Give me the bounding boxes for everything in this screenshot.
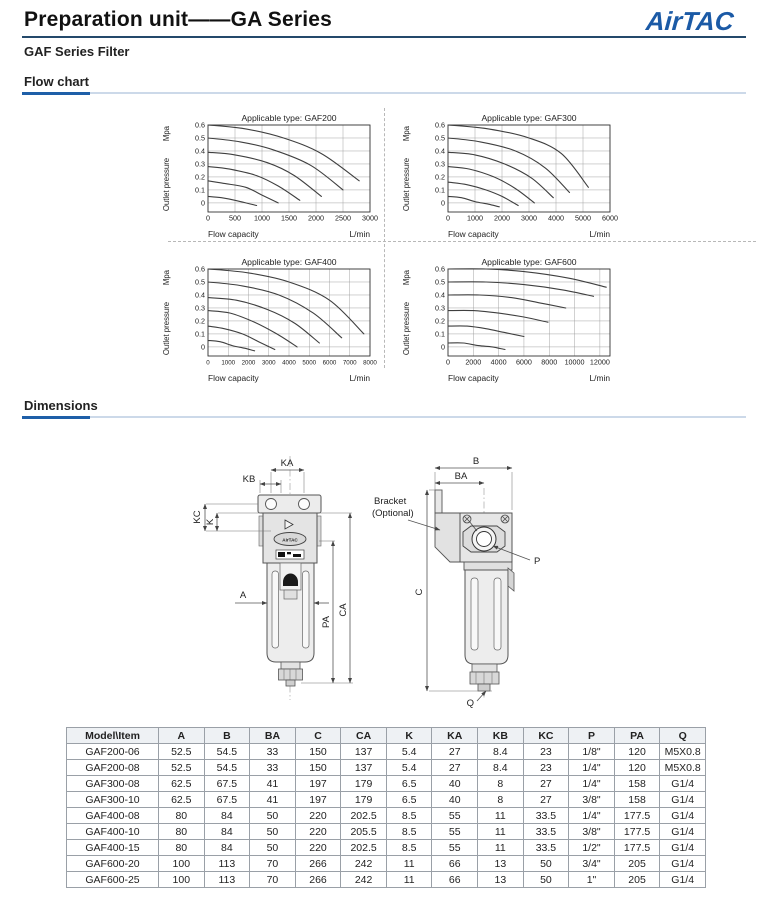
flow-curve (448, 182, 518, 205)
bracket-plate (435, 513, 460, 562)
table-cell: 8.5 (386, 808, 432, 824)
table-cell: 55 (432, 824, 478, 840)
table-cell: 120 (614, 760, 660, 776)
y-tick-label: 0.5 (195, 133, 205, 143)
y-tick-label: 0.5 (195, 277, 205, 287)
y-tick-label: 0.6 (195, 264, 205, 274)
dim-label-ca: CA (338, 603, 349, 617)
y-axis-label: Outlet pressure (162, 157, 171, 212)
x-axis-label: Flow capacity (448, 229, 499, 239)
y-axis-label: Outlet pressure (162, 301, 171, 356)
table-cell: G1/4 (660, 776, 706, 792)
table-cell: 13 (478, 856, 524, 872)
x-axis-label: Flow capacity (448, 373, 499, 383)
dim-label-q: Q (466, 698, 474, 709)
table-cell: 55 (432, 808, 478, 824)
y-tick-label: 0 (201, 198, 205, 208)
table-cell: GAF300-10 (67, 792, 159, 808)
table-cell: 23 (523, 744, 569, 760)
table-cell: 33.5 (523, 840, 569, 856)
table-cell: 8.5 (386, 840, 432, 856)
x-axis-unit: L/min (589, 229, 610, 239)
y-tick-label: 0.5 (435, 277, 445, 287)
x-tick-label: 8000 (363, 359, 377, 367)
table-row (67, 872, 706, 888)
column-header: KA (432, 728, 478, 744)
table-cell: 205 (614, 856, 660, 872)
y-tick-label: 0.2 (195, 316, 205, 326)
table-cell: 27 (432, 744, 478, 760)
dim-label-kb: KB (242, 474, 256, 485)
table-cell: 40 (432, 776, 478, 792)
flow-curve (208, 298, 319, 343)
flow-chart-gaf400 (162, 256, 378, 384)
x-tick-label: 2000 (308, 213, 324, 223)
x-tick-label: 2000 (465, 357, 482, 367)
table-cell: 8.4 (478, 760, 524, 776)
spec-table-head (67, 728, 706, 744)
table-cell: 50 (523, 856, 569, 872)
column-header: PA (614, 728, 660, 744)
table-cell: 80 (159, 808, 205, 824)
table-cell: GAF400-15 (67, 840, 159, 856)
sight-base (284, 590, 297, 599)
x-tick-label: 12000 (589, 357, 610, 367)
table-cell: G1/4 (660, 840, 706, 856)
airtac-logo: AirTAC (644, 6, 735, 36)
x-tick-label: 7000 (342, 359, 357, 367)
table-row (67, 808, 706, 824)
x-tick-label: 1000 (221, 359, 236, 367)
drain-knob (470, 672, 499, 684)
spec-table (66, 727, 706, 888)
table-cell: 50 (523, 872, 569, 888)
dim-label-ka: KA (280, 458, 294, 469)
table-cell: G1/4 (660, 808, 706, 824)
y-tick-label: 0.2 (435, 172, 445, 182)
section-heading-dimensions: Dimensions (24, 398, 98, 413)
table-cell: M5X0.8 (660, 744, 706, 760)
y-tick-label: 0.2 (435, 316, 445, 326)
x-tick-label: 8000 (541, 357, 558, 367)
table-cell: 27 (523, 776, 569, 792)
x-tick-label: 0 (446, 213, 450, 223)
column-header: C (295, 728, 341, 744)
table-cell: 8 (478, 792, 524, 808)
table-cell: 11 (478, 824, 524, 840)
table-cell: 1" (569, 872, 615, 888)
column-header: B (204, 728, 250, 744)
table-cell: 242 (341, 872, 387, 888)
table-cell: 1/4" (569, 776, 615, 792)
table-cell: 50 (250, 840, 296, 856)
column-header: Q (660, 728, 706, 744)
table-row (67, 856, 706, 872)
table-cell: 220 (295, 824, 341, 840)
y-tick-label: 0.4 (435, 146, 445, 156)
table-cell: 266 (295, 872, 341, 888)
table-cell: 150 (295, 760, 341, 776)
bracket-note-line2: (Optional) (372, 508, 414, 519)
table-row (67, 792, 706, 808)
table-cell: 41 (250, 792, 296, 808)
flow-curve (448, 282, 594, 296)
y-tick-label: 0.2 (195, 172, 205, 182)
table-cell: 62.5 (159, 776, 205, 792)
table-cell: 158 (614, 776, 660, 792)
x-tick-label: 10000 (564, 357, 585, 367)
y-axis-label: Outlet pressure (402, 157, 411, 212)
chart-title: Applicable type: GAF400 (241, 257, 337, 267)
y-tick-label: 0.1 (195, 185, 205, 195)
body-ear (317, 516, 321, 546)
table-cell: 66 (432, 872, 478, 888)
table-header-row (67, 728, 706, 744)
column-header: A (159, 728, 205, 744)
column-header: KB (478, 728, 524, 744)
y-tick-label: 0.3 (435, 159, 445, 169)
table-cell: GAF600-25 (67, 872, 159, 888)
table-cell: 66 (432, 856, 478, 872)
dim-label-ba: BA (454, 471, 468, 482)
table-cell: 3/8" (569, 824, 615, 840)
flow-curve (448, 326, 524, 337)
table-cell: 1/4" (569, 808, 615, 824)
table-cell: 100 (159, 856, 205, 872)
chart-divider-horizontal (168, 241, 756, 242)
chart-title: Applicable type: GAF600 (481, 257, 577, 267)
table-cell: 177.5 (614, 808, 660, 824)
bowl-slot (471, 578, 478, 650)
y-axis-unit: Mpa (402, 126, 411, 142)
column-header: P (569, 728, 615, 744)
flow-curve (448, 196, 499, 206)
x-tick-label: 4000 (282, 359, 296, 367)
table-cell: 179 (341, 792, 387, 808)
table-cell: GAF300-08 (67, 776, 159, 792)
dimension-drawing-front-view (183, 450, 368, 710)
table-cell: 33.5 (523, 808, 569, 824)
dim-label-c: C (414, 588, 425, 596)
x-tick-label: 4000 (490, 357, 507, 367)
table-cell: 41 (250, 776, 296, 792)
flow-curve (208, 196, 257, 205)
chart-title: Applicable type: GAF200 (241, 113, 337, 123)
column-header: Model\Item (67, 728, 159, 744)
table-cell: 197 (295, 776, 341, 792)
x-tick-label: 5000 (575, 213, 591, 223)
y-tick-label: 0.3 (435, 303, 445, 313)
y-axis-unit: Mpa (402, 270, 411, 286)
flow-chart-rule-accent (22, 92, 90, 95)
table-cell: 33 (250, 760, 296, 776)
table-cell: 113 (204, 872, 250, 888)
column-header: K (386, 728, 432, 744)
port-inner (477, 532, 492, 547)
chart-divider-vertical (384, 108, 385, 368)
x-tick-label: 3000 (521, 213, 537, 223)
x-tick-label: 1500 (281, 213, 297, 223)
flow-curve (208, 340, 255, 350)
bowl-slot (303, 571, 310, 648)
column-header: CA (341, 728, 387, 744)
flow-curve (448, 295, 566, 308)
table-cell: 8 (478, 776, 524, 792)
table-cell: 84 (204, 808, 250, 824)
table-cell: 27 (523, 792, 569, 808)
y-tick-label: 0.1 (435, 329, 445, 339)
flow-curve (208, 326, 275, 349)
spec-table-body (67, 744, 706, 888)
table-cell: 113 (204, 856, 250, 872)
y-tick-label: 0.4 (195, 290, 205, 300)
table-cell: 3/8" (569, 792, 615, 808)
table-cell: 40 (432, 792, 478, 808)
table-row (67, 744, 706, 760)
table-cell: 13 (478, 872, 524, 888)
table-cell: G1/4 (660, 792, 706, 808)
y-tick-label: 0.3 (195, 159, 205, 169)
x-tick-label: 0 (446, 357, 450, 367)
table-cell: 80 (159, 824, 205, 840)
table-cell: 6.5 (386, 776, 432, 792)
y-tick-label: 0.6 (435, 120, 445, 130)
bracket-tab (435, 490, 442, 513)
flow-chart-gaf300 (402, 112, 618, 240)
table-cell: 55 (432, 840, 478, 856)
table-row (67, 824, 706, 840)
table-cell: 33 (250, 744, 296, 760)
table-cell: 120 (614, 744, 660, 760)
table-cell: 150 (295, 744, 341, 760)
y-axis-unit: Mpa (162, 270, 171, 286)
table-cell: 202.5 (341, 808, 387, 824)
table-cell: 220 (295, 808, 341, 824)
table-cell: 242 (341, 856, 387, 872)
table-cell: 3/4" (569, 856, 615, 872)
y-tick-label: 0.4 (195, 146, 205, 156)
x-axis-unit: L/min (349, 229, 370, 239)
table-cell: 158 (614, 792, 660, 808)
table-cell: 202.5 (341, 840, 387, 856)
y-tick-label: 0.4 (435, 290, 445, 300)
bowl-slot (494, 578, 501, 650)
chart-title: Applicable type: GAF300 (481, 113, 577, 123)
table-cell: 177.5 (614, 824, 660, 840)
table-cell: 8.4 (478, 744, 524, 760)
flow-curve (208, 181, 278, 203)
flow-curve (448, 125, 588, 187)
table-cell: 50 (250, 808, 296, 824)
x-tick-label: 6000 (515, 357, 532, 367)
dim-label-a: A (239, 590, 247, 601)
y-tick-label: 0.1 (435, 185, 445, 195)
label-plate-mark (287, 552, 291, 554)
flow-curve (448, 310, 548, 322)
x-axis-label: Flow capacity (208, 373, 259, 383)
dimension-drawing-side-view (372, 450, 587, 710)
table-cell: 8.5 (386, 824, 432, 840)
flow-curve (448, 152, 553, 197)
mounting-hole (299, 499, 310, 510)
x-tick-label: 0 (206, 359, 210, 367)
x-axis-unit: L/min (349, 373, 370, 383)
y-tick-label: 0.3 (195, 303, 205, 313)
y-tick-label: 0.6 (195, 120, 205, 130)
table-cell: 179 (341, 776, 387, 792)
dimensions-rule (90, 416, 746, 418)
table-cell: G1/4 (660, 824, 706, 840)
label-plate-mark (293, 554, 301, 557)
bracket-note-line1: Bracket (374, 496, 407, 507)
table-cell: 84 (204, 840, 250, 856)
table-cell: 6.5 (386, 792, 432, 808)
table-cell: 205.5 (341, 824, 387, 840)
table-cell: GAF400-10 (67, 824, 159, 840)
table-cell: GAF400-08 (67, 808, 159, 824)
table-cell: 70 (250, 872, 296, 888)
flow-chart-rule (90, 92, 746, 94)
table-cell: 52.5 (159, 744, 205, 760)
flow-curve (448, 343, 505, 350)
x-tick-label: 1000 (467, 213, 483, 223)
section-heading-flow-chart: Flow chart (24, 74, 90, 89)
table-cell: 100 (159, 872, 205, 888)
table-cell: 54.5 (204, 760, 250, 776)
table-cell: 137 (341, 744, 387, 760)
table-cell: 177.5 (614, 840, 660, 856)
label-plate-mark (278, 552, 285, 557)
x-tick-label: 2000 (241, 359, 256, 367)
mounting-hole (266, 499, 277, 510)
table-cell: 52.5 (159, 760, 205, 776)
x-tick-label: 6000 (602, 213, 618, 223)
dim-label-p: P (534, 556, 541, 567)
table-cell: 54.5 (204, 744, 250, 760)
table-cell: 1/8" (569, 744, 615, 760)
flow-curve (208, 269, 364, 334)
x-tick-label: 1000 (254, 213, 270, 223)
y-tick-label: 0.6 (435, 264, 445, 274)
y-tick-label: 0.5 (435, 133, 445, 143)
table-row (67, 760, 706, 776)
dim-label-pa: PA (321, 616, 332, 628)
table-cell: 137 (341, 760, 387, 776)
column-header: BA (250, 728, 296, 744)
y-tick-label: 0 (201, 342, 205, 352)
bowl-step (464, 562, 512, 570)
page-title: Preparation unit——GA Series (24, 8, 333, 31)
table-cell: 67.5 (204, 792, 250, 808)
table-cell: 80 (159, 840, 205, 856)
table-cell: 266 (295, 856, 341, 872)
drain-tip (286, 680, 295, 686)
table-cell: GAF200-08 (67, 760, 159, 776)
flow-chart-gaf600 (402, 256, 618, 384)
y-tick-label: 0 (441, 198, 445, 208)
table-row (67, 840, 706, 856)
table-cell: GAF600-20 (67, 856, 159, 872)
flow-chart-gaf200 (162, 112, 378, 240)
table-cell: 23 (523, 760, 569, 776)
y-tick-label: 0.1 (195, 329, 205, 339)
y-axis-label: Outlet pressure (402, 301, 411, 356)
drain-tip (478, 684, 490, 691)
table-cell: 62.5 (159, 792, 205, 808)
x-tick-label: 5000 (302, 359, 317, 367)
table-cell: 27 (432, 760, 478, 776)
table-cell: 1/4" (569, 760, 615, 776)
brand-oval-text: AirTAC (282, 537, 298, 543)
x-axis-label: Flow capacity (208, 229, 259, 239)
bowl-latch (508, 568, 514, 591)
table-cell: 84 (204, 824, 250, 840)
x-tick-label: 2500 (335, 213, 351, 223)
table-row (67, 776, 706, 792)
bowl-slot (272, 571, 279, 648)
x-tick-label: 4000 (548, 213, 564, 223)
table-cell: 11 (386, 856, 432, 872)
x-tick-label: 3000 (261, 359, 276, 367)
table-cell: 67.5 (204, 776, 250, 792)
x-tick-label: 2000 (494, 213, 510, 223)
dimensions-rule-accent (22, 416, 90, 419)
series-subtitle: GAF Series Filter (24, 44, 130, 59)
table-cell: 11 (478, 808, 524, 824)
drain-knob (279, 669, 303, 680)
dim-label-b: B (472, 456, 480, 467)
table-cell: 1/2" (569, 840, 615, 856)
x-tick-label: 6000 (322, 359, 337, 367)
table-cell: 50 (250, 824, 296, 840)
drain-collar (472, 664, 497, 672)
dim-label-kc: KC (192, 510, 203, 524)
table-cell: 197 (295, 792, 341, 808)
table-cell: M5X0.8 (660, 760, 706, 776)
dim-label-k: K (205, 518, 216, 526)
table-cell: G1/4 (660, 872, 706, 888)
y-axis-unit: Mpa (162, 126, 171, 142)
y-tick-label: 0 (441, 342, 445, 352)
table-cell: 33.5 (523, 824, 569, 840)
table-cell: GAF200-06 (67, 744, 159, 760)
drain-collar (281, 662, 300, 669)
table-cell: G1/4 (660, 856, 706, 872)
x-axis-unit: L/min (589, 373, 610, 383)
table-cell: 11 (478, 840, 524, 856)
table-cell: 11 (386, 872, 432, 888)
x-tick-label: 3000 (362, 213, 378, 223)
table-cell: 5.4 (386, 760, 432, 776)
column-header: KC (523, 728, 569, 744)
title-rule (22, 36, 746, 38)
x-tick-label: 0 (206, 213, 210, 223)
table-cell: 220 (295, 840, 341, 856)
table-cell: 70 (250, 856, 296, 872)
x-tick-label: 500 (229, 213, 241, 223)
table-cell: 5.4 (386, 744, 432, 760)
table-cell: 205 (614, 872, 660, 888)
